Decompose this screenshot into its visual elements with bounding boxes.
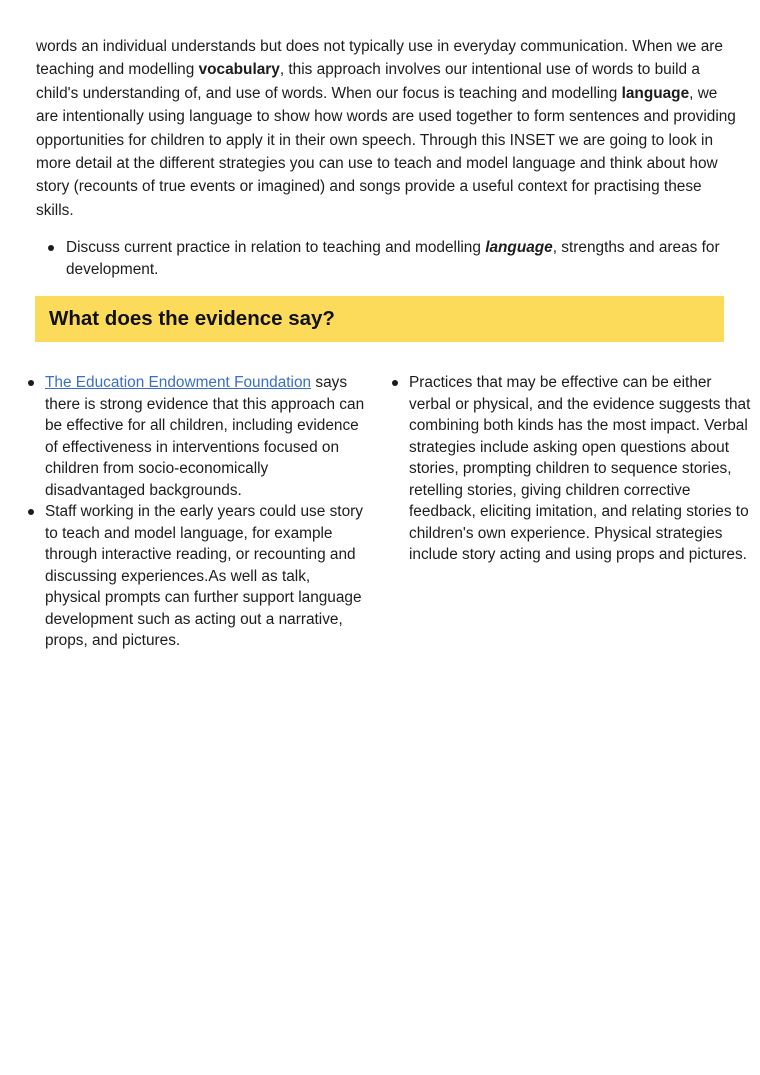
list-item-text: Practices that may be effective can be either verbal or physical, and the evidence suggests that combining both kinds has the most impact. Verbal strategies include asking open questions about stories, prompting children to sequence stories, retelling stories, giving children corrective feedback, eliciting imitation, and relating stories to children's own experience. Physical strategies include story acting and using props and pictures.	[409, 374, 751, 563]
discussion-emphasis: language	[485, 239, 553, 256]
section-heading: What does the evidence say?	[49, 307, 335, 330]
list-item	[392, 372, 752, 566]
list-item-text: Staff working in the early years could use story to teach and model language, for example through interactive reading, or recounting and discussing experiences.As well as talk, physical prompts can further support language development such as acting out a narrative, props, and pictures.	[45, 503, 363, 649]
intro-paragraph	[36, 35, 736, 222]
intro-text-2: , this approach involves our intentional use of words to build a child's understanding of, and use of words. When our focus is teaching and modelling	[36, 61, 700, 102]
evidence-right-column	[392, 372, 752, 566]
discussion-list	[48, 237, 728, 281]
section-banner	[35, 296, 724, 342]
intro-bold-vocabulary: vocabulary	[198, 61, 280, 79]
intro-bold-language: language	[621, 84, 690, 102]
intro-text-3: , we are intentionally using language to show how words are used together to form sentences and providing opportunities for children to apply it in their own speech. Through this INSET we are going to look in more detail at the different strategies you can use to teach and model language and think about how story (recounts of true events or imagined) and songs provide a useful context for practising these skills.	[36, 84, 736, 219]
list-item	[28, 501, 368, 652]
list-item-text: says there is strong evidence that this approach can be effective for all children, including evidence of effectiveness in interventions focused on children from socio-economically disadvantaged backgrounds.	[45, 374, 365, 499]
eef-link[interactable]: The Education Endowment Foundation	[45, 374, 312, 391]
intro-text-1: words an individual understands but does not typically use in everyday communication. When we are teaching and modelling	[36, 38, 723, 79]
discussion-text-after: , strengths and areas for development.	[66, 239, 720, 278]
discussion-text-before: Discuss current practice in relation to teaching and modelling	[66, 239, 486, 256]
list-item	[28, 372, 368, 501]
evidence-left-column	[28, 372, 368, 652]
discussion-bullet	[48, 237, 728, 281]
